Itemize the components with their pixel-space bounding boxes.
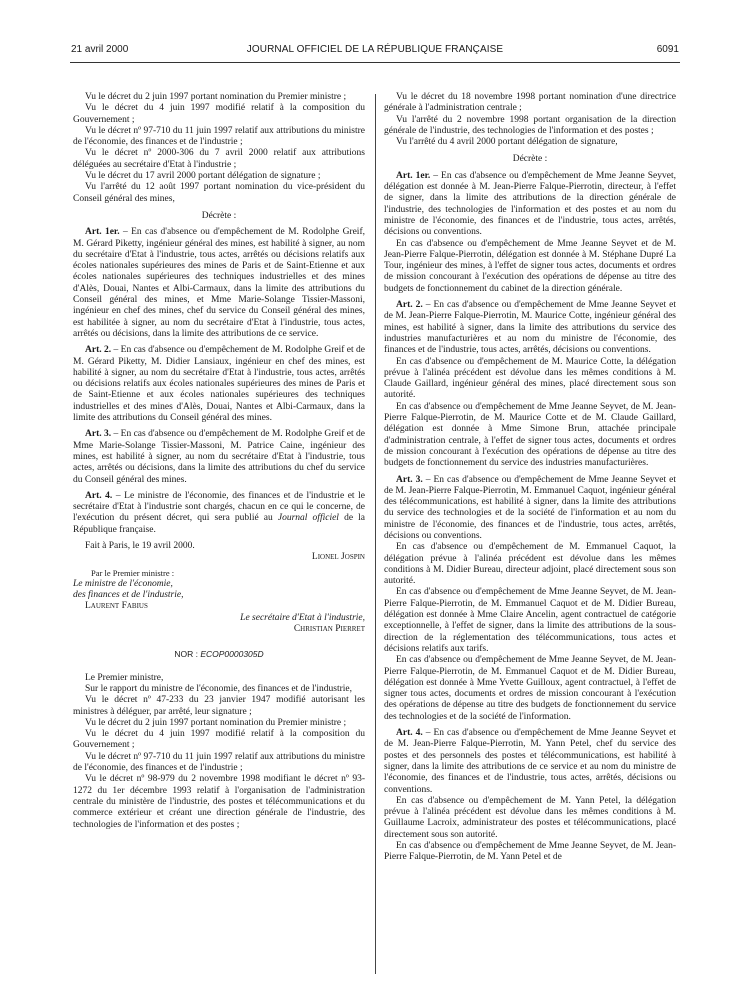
article-text: – En cas d'absence ou d'empêchement de Mme Jeanne Seyvet et de M. Jean-Pierre Falque-Pierrotin, M. Maurice Cotte, ingénieur général des mines, est habilité à signer, dans la limite des attributions du service des industries manufacturières et au nom du ministre de l'économie, des finances et de l'industrie, tous actes, arrêtés, décisions ou conventions. xyxy=(384,300,676,356)
page-number: 6091 xyxy=(656,44,679,55)
left-column xyxy=(73,92,365,831)
article-2 xyxy=(73,345,365,424)
paragraph: Vu le décret du 2 juin 1997 portant nomination du Premier ministre ; xyxy=(85,92,347,102)
decrete-heading: Décrète : xyxy=(512,154,548,165)
article-text: – Le ministre de l'économie, des finances et de l'industrie et le secrétaire d'Etat à l'industrie sont chargés, chacun en ce qui le concerne, de l'exécution du présent décret, qui sera publié au xyxy=(73,490,365,524)
article-3 xyxy=(384,475,676,543)
article-label: Art. 4. xyxy=(396,728,423,739)
header-date: 21 avril 2000 xyxy=(71,44,129,55)
paragraph: Vu le décret du 4 juin 1997 modifié relatif à la composition du Gouvernement ; xyxy=(73,729,365,751)
signature-secretary: Christian Pierret xyxy=(293,624,365,635)
article-1 xyxy=(73,227,365,340)
paragraph: En cas d'absence ou d'empêchement de Mme Jeanne Seyvet, de M. Jean-Pierre Falque-Pierrotin, de M. Emmanuel Caquot et de M. Didier Bureau, délégation est donnée à Mme Yvette Guilloux, agent contractuel, à l'effet de signer tous actes, documents et ordres de mission concourant à l'exécution des opérations de dépense au titre des budgets de fonctionnement du service des technologies et de la société de l'information. xyxy=(384,655,676,722)
paragraph: Le Premier ministre, xyxy=(85,672,164,683)
secretary-title: Le secrétaire d'Etat à l'industrie, xyxy=(240,612,365,623)
minister-title: des finances et de l'industrie, xyxy=(73,590,184,601)
paragraph: En cas d'absence ou d'empêchement de M. Emmanuel Caquot, la délégation prévue à l'alinéa précédent est dévolue dans les mêmes conditions à M. Didier Bureau, directeur adjoint, placé directement sous son autorité. xyxy=(384,542,676,587)
paragraph: Vu le décret du 2 juin 1997 portant nomination du Premier ministre ; xyxy=(85,717,347,728)
article-2 xyxy=(384,300,676,356)
article-label: Art. 4. xyxy=(85,490,113,501)
par-le-premier-ministre: Par le Premier ministre : xyxy=(91,567,175,578)
article-4 xyxy=(384,728,676,796)
column-divider xyxy=(375,94,376,974)
article-label: Art. 2. xyxy=(396,300,423,311)
nor-reference xyxy=(73,649,365,660)
page-header xyxy=(71,44,679,60)
article-label: Art. 3. xyxy=(396,474,423,485)
paragraph: Vu le décret du 18 novembre 1998 portant nomination d'une directrice générale à l'administration centrale ; xyxy=(384,92,676,114)
article-text: – En cas d'absence ou d'empêchement de Mme Jeanne Seyvet et de M. Jean-Pierre Falque-Pierrotin, M. Emmanuel Caquot, ingénieur général des télécommunications, est habilité à signer, dans la limite des attributions du service des technologies et de la société de l'information et au nom du ministre de l'économie, des finances et de l'industrie, tous actes, arrêtés, décisions ou conventions. xyxy=(384,474,676,541)
article-text: – En cas d'absence ou d'empêchement de Mme Jeanne Seyvet, délégation est donnée à M. Jean-Pierre Falque-Pierrotin, directeur, à l'effet de signer, dans la limite des attributions de la direction générale de l'industrie, des technologies de l'information et des postes et au nom du ministre de l'économie, des finances et de l'industrie, tous actes, arrêtés, décisions ou conventions. xyxy=(384,170,676,238)
journal-title: JOURNAL OFFICIEL DE LA RÉPUBLIQUE FRANÇAISE xyxy=(246,44,504,55)
paragraph: Vu l'arrêté du 12 août 1997 portant nomination du vice-président du Conseil général des mines, xyxy=(73,182,365,204)
article-label: Art. 2. xyxy=(85,345,112,356)
paragraph: Vu le décret du 4 juin 1997 modifié relatif à la composition du Gouvernement ; xyxy=(73,103,365,125)
nor-label: NOR : xyxy=(174,649,201,660)
article-label: Art. 1er. xyxy=(85,227,120,238)
article-label: Art. 1er. xyxy=(396,170,431,181)
journal-officiel: Journal officiel xyxy=(277,513,339,524)
paragraph: Vu le décret du 17 avril 2000 portant délégation de signature ; xyxy=(85,171,321,182)
signature-premier-ministre: Lionel Jospin xyxy=(311,552,365,563)
paragraph: En cas d'absence ou d'empêchement de M. Maurice Cotte, la délégation prévue à l'alinéa précédent est dévolue dans les mêmes conditions à M. Claude Gaillard, ingénieur général des mines, placé directement sous son autorité. xyxy=(384,356,676,401)
paragraph: En cas d'absence ou d'empêchement de Mme Jeanne Seyvet, de M. Jean-Pierre Falque-Pierrotin, de M. Yann Petel et de xyxy=(384,841,676,863)
paragraph: En cas d'absence ou d'empêchement de M. Yann Petel, la délégation prévue à l'alinéa précédent est dévolue dans les mêmes conditions à M. Guillaume Lacroix, administrateur des postes et télécommunications, placé directement sous son autorité. xyxy=(384,795,676,840)
article-text: – En cas d'absence ou d'empêchement de M. Rodolphe Greif et de M. Gérard Piketty, M. Didier Lansiaux, ingénieur en chef des mines, est habilité à signer, au nom du secrétaire d'Etat à l'industrie, tous actes, arrêtés ou décisions relatifs aux écoles nationales supérieures des mines de Paris et de Saint-Etienne et aux écoles nationales supérieures des techniques industrielles et des mines d'Alès, Douai, Nantes et Albi-Carmaux, dans la limite des attributions du Conseil général des mines. xyxy=(73,345,365,424)
fait-a-paris: Fait à Paris, le 19 avril 2000. xyxy=(85,540,195,551)
article-text: – En cas d'absence ou d'empêchement de M. Rodolphe Greif et de Mme Marie-Solange Tissier-Massoni, M. Patrice Caine, ingénieur des mines, est habilité à signer, au nom du secrétaire d'Etat à l'industrie, tous actes, arrêtés ou décisions, dans la limite des attributions du chef du service du Conseil général des mines. xyxy=(73,429,365,485)
article-text: – En cas d'absence ou d'empêchement de M. Rodolphe Greif, M. Gérard Piketty, ingénieur général des mines, est habilité à signer, au nom du secrétaire d'Etat à l'industrie, tous actes, arrêtés ou décisions relatifs aux écoles nationales supérieures des mines de Paris et de Saint-Etienne et aux écoles nationales supérieures des techniques industrielles et des mines d'Alès, Douai, Nantes et Albi-Carmaux, dans la limite des attributions du Conseil général des mines, et Mme Marie-Solange Tissier-Massoni, ingénieur en chef des mines, chef du service du Conseil général des mines, est habilitée à signer, au nom du secrétaire d'Etat à l'industrie, tous actes, arrêtés ou décisions, dans la limite des attributions de ce service. xyxy=(73,227,365,339)
paragraph: Vu le décret nº 97-710 du 11 juin 1997 relatif aux attributions du ministre de l'économie, des finances et de l'industrie ; xyxy=(73,751,365,774)
right-column xyxy=(384,92,676,864)
paragraph: Vu le décret nº 2000-306 du 7 avril 2000 relatif aux attributions déléguées au secrétaire d'Etat à l'industrie ; xyxy=(73,148,365,170)
paragraph: Vu l'arrêté du 2 novembre 1998 portant organisation de la direction générale de l'industrie, des technologies de l'information et des postes ; xyxy=(384,114,676,136)
paragraph: Vu le décret nº 97-710 du 11 juin 1997 relatif aux attributions du ministre de l'économie, des finances et de l'industrie ; xyxy=(73,125,365,148)
header-rule xyxy=(70,62,680,63)
paragraph: En cas d'absence ou d'empêchement de Mme Jeanne Seyvet, de M. Jean-Pierre Falque-Pierrotin, de M. Emmanuel Caquot et de M. Didier Bureau, délégation est donnée à Mme Claire Ancelin, agent contractuel de catégorie exceptionnelle, à l'effet de signer, dans la limite des attributions de la sous-direction de la réglementation des télécommunications, tous actes et décisions relatifs aux tarifs. xyxy=(384,587,676,654)
paragraph: Vu l'arrêté du 4 avril 2000 portant délégation de signature, xyxy=(396,137,618,148)
decrete-heading: Décrète : xyxy=(201,210,237,221)
paragraph: En cas d'absence ou d'empêchement de Mme Jeanne Seyvet et de M. Jean-Pierre Falque-Pierrotin, délégation est donnée à M. Stéphane Dupré La Tour, ingénieur des mines, à l'effet de signer tous actes, documents et ordres de mission concourant à l'exécution des opérations de dépense au titre des budgets de fonctionnement du cabinet de la direction générale. xyxy=(384,238,676,294)
article-1 xyxy=(384,171,676,239)
signature-minister: Laurent Fabius xyxy=(85,601,148,612)
paragraph: En cas d'absence ou d'empêchement de Mme Jeanne Seyvet, de M. Jean-Pierre Falque-Pierrotin, de M. Maurice Cotte et de M. Claude Gaillard, délégation est donnée à Mme Simone Brun, attachée principale d'administration centrale, à l'effet de signer tous actes, documents et ordres de mission concourant à l'exécution des opérations de dépense au titre des budgets de fonctionnement du service des industries manufacturières. xyxy=(384,401,676,469)
article-text: – En cas d'absence ou d'empêchement de Mme Jeanne Seyvet et de M. Jean-Pierre Falque-Pierrotin, M. Yann Petel, chef du service des postes et des personnels des postes et télécommunications, est habilité à signer, dans la limite des attributions de ce service et au nom du ministre de l'économie, des finances et de l'industrie, tous actes, arrêtés, décisions ou conventions. xyxy=(384,728,676,795)
paragraph: Vu le décret nº 98-979 du 2 novembre 1998 modifiant le décret nº 93-1272 du 1er décembre 1993 relatif à l'organisation de l'administration centrale du ministère de l'industrie, des postes et télécommunications et du commerce extérieur et créant une direction générale de l'industrie, des technologies de l'information et des postes ; xyxy=(73,774,365,830)
article-3 xyxy=(73,429,365,485)
article-4 xyxy=(73,491,365,536)
minister-title: Le ministre de l'économie, xyxy=(73,578,173,589)
paragraph: Vu le décret nº 47-233 du 23 janvier 1947 modifié autorisant les ministres à déléguer, par arrêté, leur signature ; xyxy=(73,695,365,717)
article-label: Art. 3. xyxy=(85,429,112,440)
paragraph: Sur le rapport du ministre de l'économie, des finances et de l'industrie, xyxy=(85,683,352,694)
nor-code: ECOP0000305D xyxy=(200,649,264,660)
article-text-end: de la République française. xyxy=(73,513,366,535)
